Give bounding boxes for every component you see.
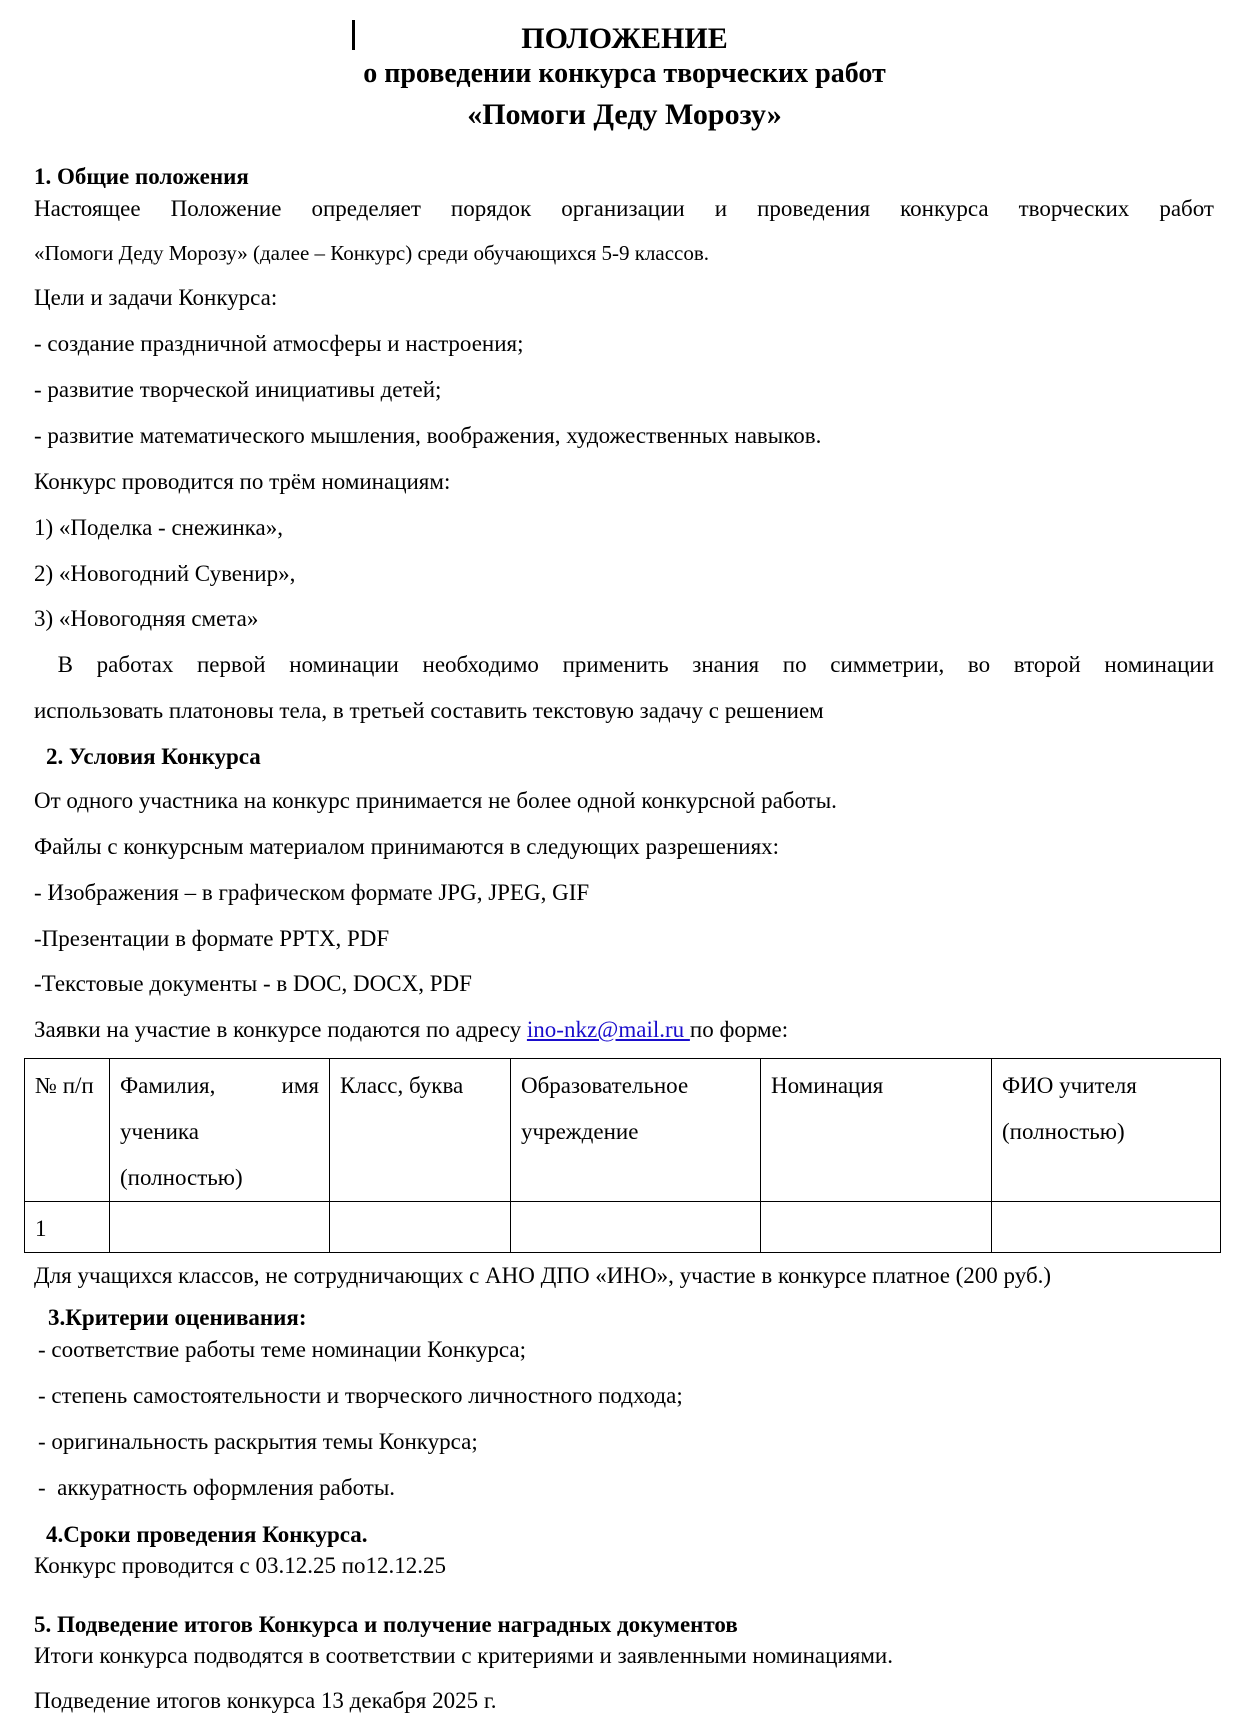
criteria-item: - соответствие работы теме номинации Конкурса; (38, 1337, 527, 1362)
table-header-row (25, 1059, 1221, 1202)
contest-dates: Конкурс проводится с 03.12.25 по12.12.25 (34, 1553, 447, 1578)
col-teacher-name: ФИО учителя (полностью) (992, 1059, 1221, 1202)
goal-item: - развитие математического мышления, воображения, художественных навыков. (34, 423, 822, 448)
format-item: -Презентации в формате PPTX, PDF (34, 926, 390, 951)
class-cell[interactable] (330, 1202, 511, 1253)
criteria-item: - оригинальность раскрытия темы Конкурса; (38, 1429, 478, 1454)
contest-name: «Помоги Деду Морозу» (467, 98, 782, 131)
nomination-cell[interactable] (761, 1202, 992, 1253)
nomination-item: 1) «Поделка - снежинка», (34, 515, 283, 540)
nomination-item: 2) «Новогодний Сувенир», (34, 561, 296, 586)
nomination-item: 3) «Новогодняя смета» (34, 606, 259, 631)
requirements-line-2: использовать платоновы тела, в третьей составить текстовую задачу с решением (34, 698, 824, 723)
fee-note: Для учащихся классов, не сотрудничающих с АНО ДПО «ИНО», участие в конкурсе платное (200 руб.) (34, 1263, 1052, 1288)
goals-heading: Цели и задачи Конкурса: (34, 285, 278, 310)
section-2-heading: 2. Условия Конкурса (46, 744, 261, 769)
nominations-heading: Конкурс проводится по трём номинациям: (34, 469, 451, 494)
section-4-heading: 4.Сроки проведения Конкурса. (46, 1522, 368, 1547)
s5-paragraph-2: Подведение итогов конкурса 13 декабря 2025 г. (34, 1688, 497, 1713)
institution-cell[interactable] (511, 1202, 761, 1253)
application-text: Заявки на участие в конкурсе подаются по адресу (34, 1017, 527, 1042)
doc-subtitle: о проведении конкурса творческих работ (363, 58, 886, 89)
criteria-item: - аккуратность оформления работы. (38, 1475, 396, 1500)
s1-intro-line-2: «Помоги Деду Морозу» (далее – Конкурс) среди обучающихся 5-9 классов. (34, 241, 710, 265)
col-nomination: Номинация (761, 1059, 992, 1202)
col-institution: Образовательное учреждение (511, 1059, 761, 1202)
col-student-name-word-1: Фамилия, (120, 1073, 216, 1098)
doc-title: ПОЛОЖЕНИЕ (521, 22, 728, 55)
criteria-item: - степень самостоятельности и творческого личностного подхода; (38, 1383, 683, 1408)
student-name-cell[interactable] (110, 1202, 330, 1253)
email-link[interactable]: ino-nkz@mail.ru (526, 1017, 690, 1042)
row-number-cell: 1 (25, 1202, 110, 1253)
table-row (25, 1202, 1221, 1253)
col-class-letter: Класс, буква (330, 1059, 511, 1202)
s2-paragraph-1: От одного участника на конкурс принимается не более одной конкурсной работы. (34, 788, 837, 813)
s5-paragraph-1: Итоги конкурса подводятся в соответствии с критериями и заявленными номинациями. (34, 1643, 893, 1668)
application-form-text: по форме: (689, 1017, 789, 1042)
application-line (34, 1017, 788, 1043)
col-student-name-line-1 (120, 1063, 319, 1109)
goal-item: - развитие творческой инициативы детей; (34, 377, 442, 402)
col-student-name (110, 1059, 330, 1202)
section-1-heading: 1. Общие положения (34, 164, 249, 189)
col-student-name-word-2: имя (281, 1073, 319, 1098)
col-student-name-rest: ученика (полностью) (120, 1119, 243, 1190)
application-form-table (24, 1058, 1221, 1253)
requirements-line-1: В работах первой номинации необходимо применить знания по симметрии, во второй номинации (34, 652, 1214, 677)
goal-item: - создание праздничной атмосферы и настроения; (34, 331, 524, 356)
col-number: № п/п (25, 1059, 110, 1202)
s2-paragraph-2: Файлы с конкурсным материалом принимаются в следующих разрешениях: (34, 834, 780, 859)
format-item: -Текстовые документы - в DOC, DOCX, PDF (34, 971, 472, 996)
section-3-heading: 3.Критерии оценивания: (48, 1305, 307, 1330)
format-item: - Изображения – в графическом формате JPG, JPEG, GIF (34, 880, 590, 905)
section-5-heading: 5. Подведение итогов Конкурса и получение наградных документов (34, 1612, 738, 1637)
s1-intro-line-1: Настоящее Положение определяет порядок организации и проведения конкурса творческих работ (34, 196, 1214, 221)
teacher-cell[interactable] (992, 1202, 1221, 1253)
